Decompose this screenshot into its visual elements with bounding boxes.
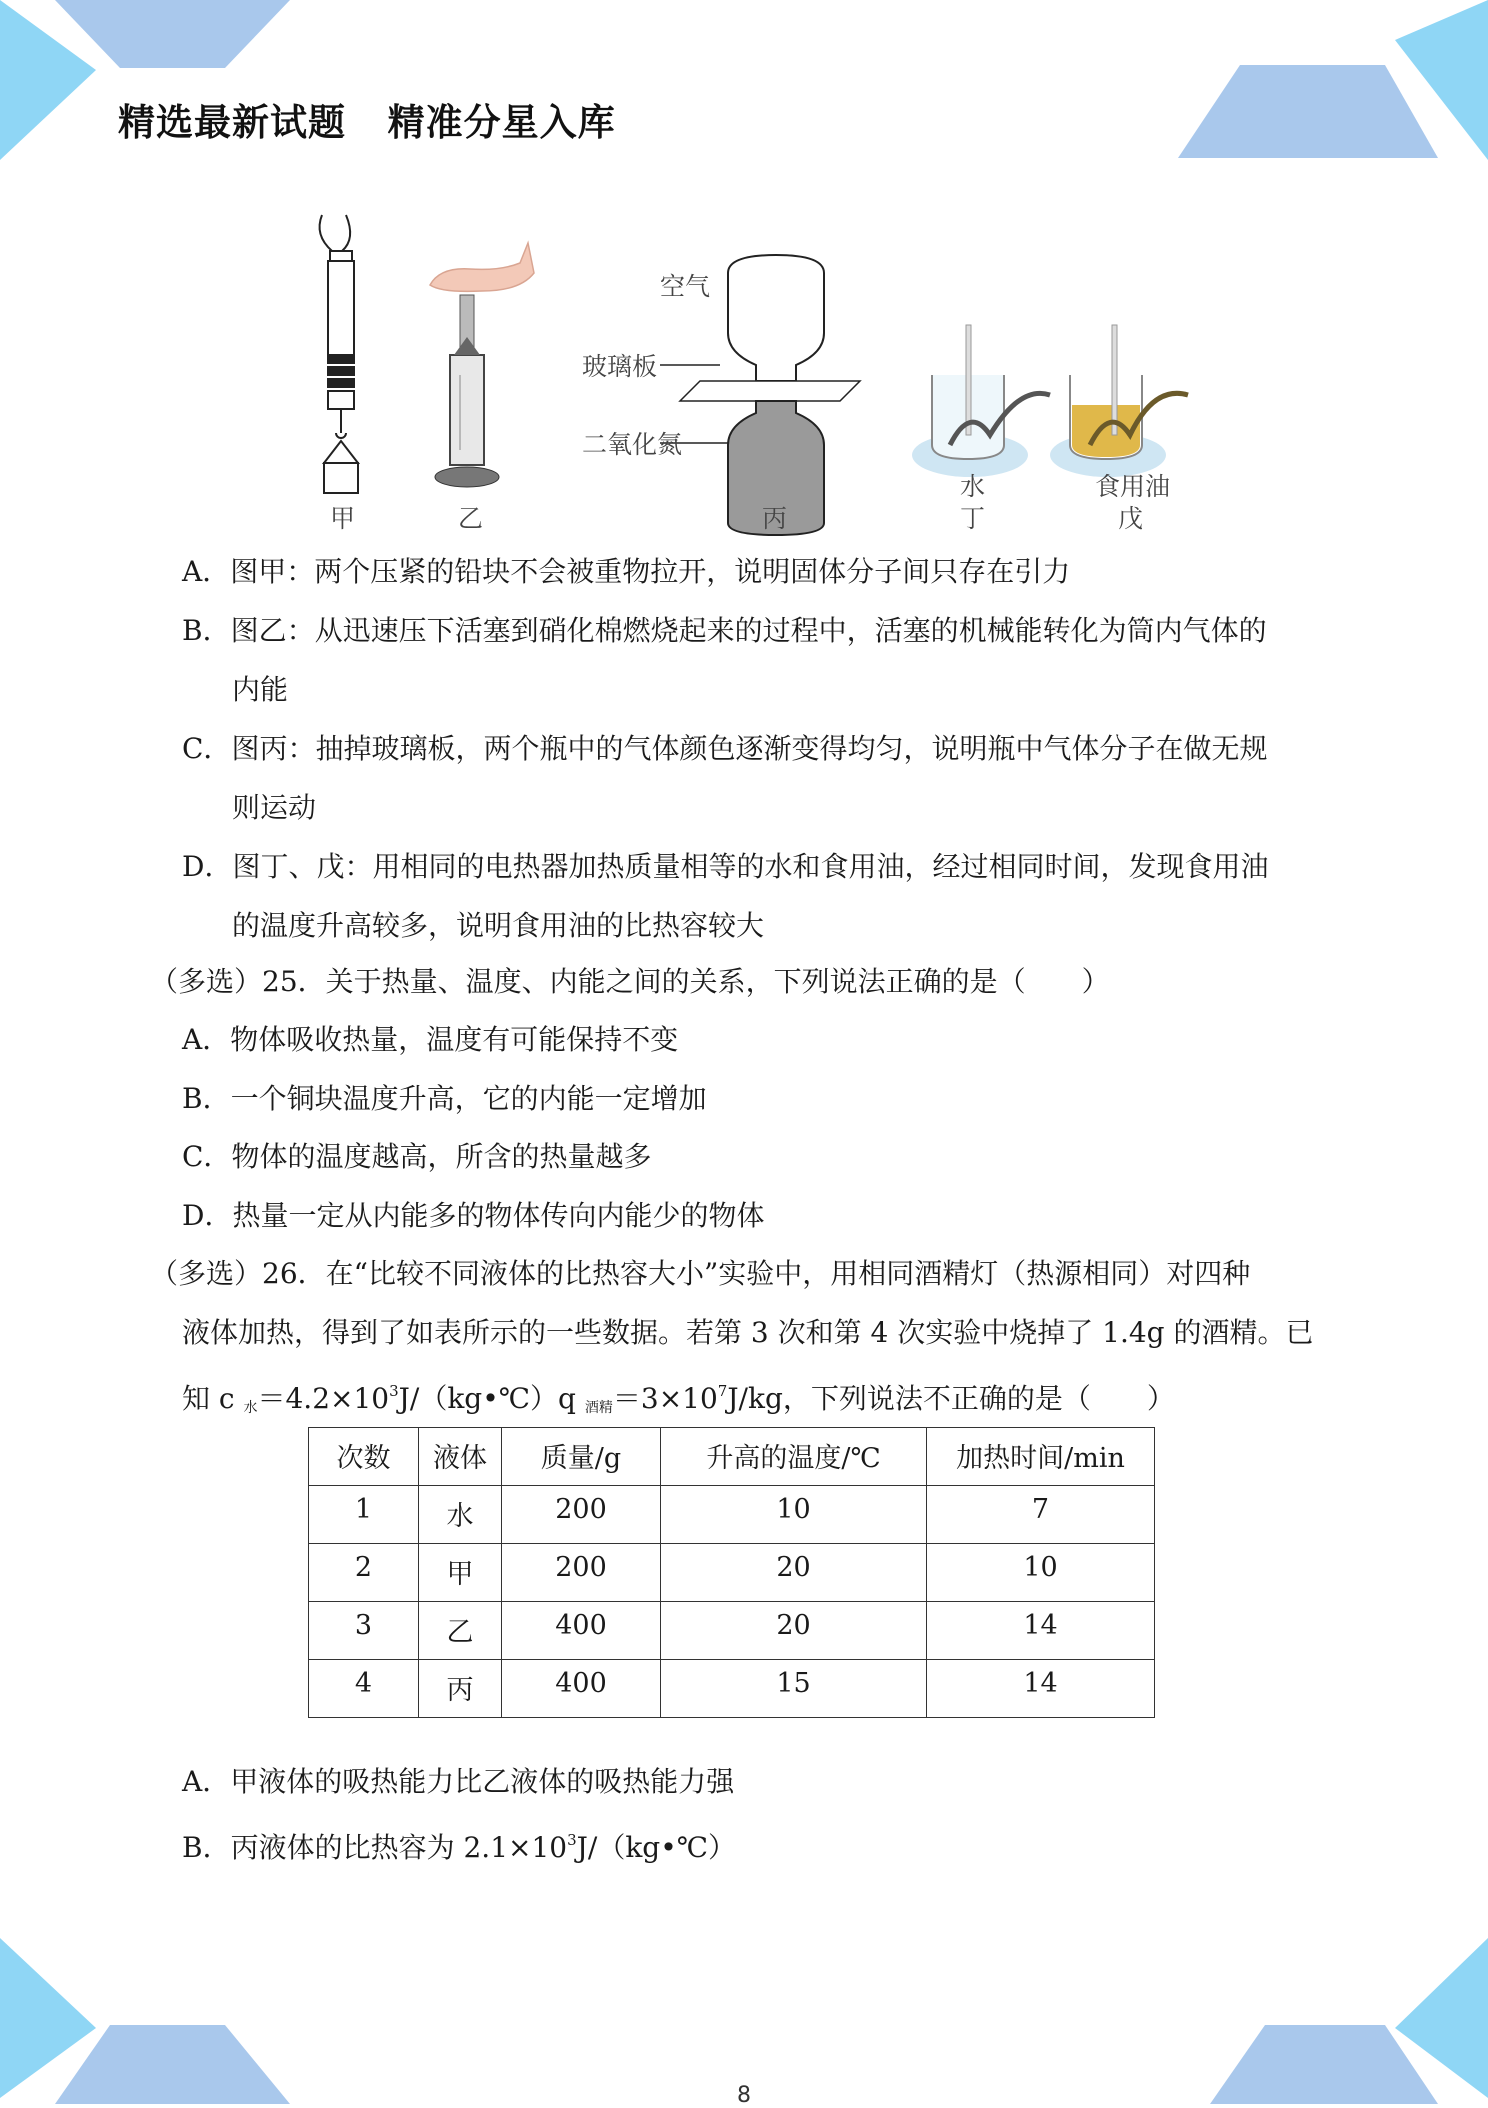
- table-cell: 20: [661, 1544, 927, 1602]
- label-yi: 乙: [458, 504, 484, 533]
- table-cell: 20: [661, 1602, 927, 1660]
- table-header-cell: 液体: [419, 1428, 502, 1486]
- table-cell: 4: [309, 1660, 419, 1718]
- table-cell: 200: [502, 1486, 661, 1544]
- table-header-cell: 加热时间/min: [927, 1428, 1155, 1486]
- piston-cylinder-illustration: [430, 243, 534, 487]
- label-wu: 戊: [1118, 504, 1144, 533]
- page-number: 8: [737, 2083, 751, 2108]
- table-cell: 200: [502, 1544, 661, 1602]
- q24-option-a: A．图甲：两个压紧的铅块不会被重物拉开，说明固体分子间只存在引力: [182, 555, 1071, 588]
- data-table: [308, 1427, 1155, 1718]
- table-cell: 丙: [419, 1660, 502, 1718]
- q24-option-c-cont: 则运动: [232, 791, 317, 824]
- q25-stem: （多选）25．关于热量、温度、内能之间的关系，下列说法正确的是（ ）: [150, 965, 1110, 998]
- label-oil: 食用油: [1095, 472, 1171, 501]
- table-cell: 400: [502, 1660, 661, 1718]
- table-row: [309, 1486, 1155, 1544]
- oil-beaker-illustration: [1050, 325, 1188, 477]
- q24-option-b: B．图乙：从迅速压下活塞到硝化棉燃烧起来的过程中，活塞的机械能转化为筒内气体的: [182, 614, 1267, 647]
- table-row: [309, 1660, 1155, 1718]
- header-title: 精选最新试题 精准分星入库: [118, 101, 616, 144]
- label-bing: 丙: [762, 504, 788, 533]
- q25-option-d: D．热量一定从内能多的物体传向内能少的物体: [182, 1199, 765, 1232]
- table-cell: 水: [419, 1486, 502, 1544]
- q24-option-b-cont: 内能: [232, 673, 289, 706]
- table-cell: 10: [661, 1486, 927, 1544]
- table-row: [309, 1544, 1155, 1602]
- corner-decoration-bottom: [0, 1930, 1488, 2104]
- label-glass: 玻璃板: [582, 352, 658, 381]
- table-cell: 7: [927, 1486, 1155, 1544]
- q26-stem-line3: 知 c $_水=4.2\times 10^3J/(kg•℃)q$ $_{酒精}=3\times 10^7J/kg$，下列说法不正确的是（ ）: [182, 1382, 1175, 1416]
- label-jia: 甲: [330, 504, 356, 533]
- q25-option-c: C．物体的温度越高，所含的热量越多: [182, 1140, 652, 1173]
- table-cell: 14: [927, 1660, 1155, 1718]
- table-cell: 15: [661, 1660, 927, 1718]
- q24-option-c: C．图丙：抽掉玻璃板，两个瓶中的气体颜色逐渐变得均匀，说明瓶中气体分子在做无规: [182, 732, 1268, 765]
- table-header-row: [309, 1428, 1155, 1486]
- q26-stem-line1: （多选）26．在“比较不同液体的比热容大小”实验中，用相同酒精灯（热源相同）对四种: [150, 1257, 1251, 1290]
- water-beaker-illustration: [912, 325, 1050, 477]
- q24-option-d-cont: 的温度升高较多，说明食用油的比热容较大: [232, 909, 765, 942]
- table-header-cell: 次数: [309, 1428, 419, 1486]
- q26-stem-line2: 液体加热，得到了如表所示的一些数据。若第 3 次和第 4 次实验中烧掉了 1.4g 的酒精。已: [182, 1316, 1314, 1349]
- table-cell: 2: [309, 1544, 419, 1602]
- label-ding: 丁: [960, 504, 986, 533]
- q26-option-b: B．丙液体的比热容为 $2.1\times 10^3J/(kg•℃)$: [182, 1831, 737, 1864]
- table-cell: 乙: [419, 1602, 502, 1660]
- q25-option-b: B．一个铜块温度升高，它的内能一定增加: [182, 1082, 707, 1115]
- label-water: 水: [960, 472, 986, 501]
- table-cell: 甲: [419, 1544, 502, 1602]
- q25-option-a: A．物体吸收热量，温度有可能保持不变: [182, 1023, 679, 1056]
- table-cell: 400: [502, 1602, 661, 1660]
- table-cell: 14: [927, 1602, 1155, 1660]
- table-row: [309, 1602, 1155, 1660]
- table-header-cell: 质量/g: [502, 1428, 661, 1486]
- table-header-cell: 升高的温度/℃: [661, 1428, 927, 1486]
- label-air: 空气: [660, 272, 711, 301]
- table-cell: 1: [309, 1486, 419, 1544]
- lead-blocks-illustration: [320, 215, 358, 493]
- q26-option-a: A．甲液体的吸热能力比乙液体的吸热能力强: [182, 1765, 735, 1798]
- label-no2: 二氧化氮: [582, 430, 683, 459]
- table-cell: 3: [309, 1602, 419, 1660]
- q24-option-d: D．图丁、戊：用相同的电热器加热质量相等的水和食用油，经过相同时间，发现食用油: [182, 850, 1269, 883]
- table-cell: 10: [927, 1544, 1155, 1602]
- experiment-figure: [300, 205, 1220, 545]
